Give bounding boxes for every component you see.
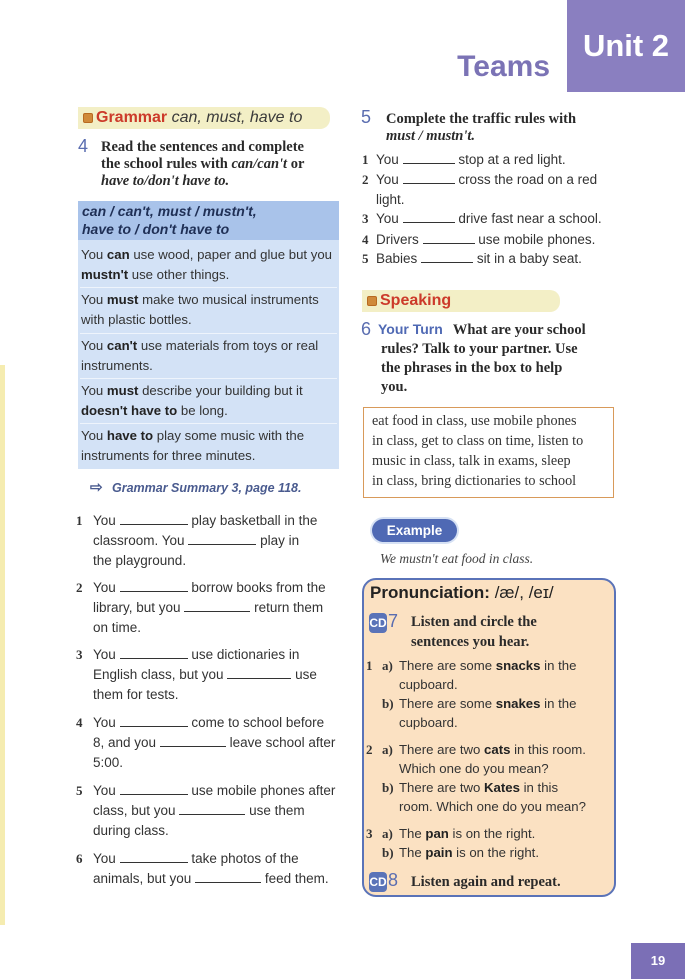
traffic-rule: 4 Drivers use mobile phones. (362, 232, 596, 247)
grammar-divider (80, 333, 337, 334)
grammar-example: You have to play some music with the instruments for three minutes. (81, 428, 305, 463)
page-edge-strip (0, 365, 5, 925)
task-5-instructions: Complete the traffic rules with must / mustn't. (386, 111, 577, 144)
exercise-item: 4 You come to school before 8, and you leave school after 5:00. (76, 715, 336, 770)
phrase-box: eat food in class, use mobile phones in class, get to class on time, listen to music in class, talk in exams, sleep in class, bring dictionaries to school (363, 407, 614, 498)
grammar-divider (80, 423, 337, 424)
unit-badge: Unit 2 (567, 0, 685, 92)
answer-blank[interactable] (403, 171, 455, 184)
traffic-rule: 3 You drive fast near a school. (362, 211, 602, 226)
task-6-number: 6 (361, 319, 372, 339)
exercise-item: 1 You play basketball in the classroom. You play in the playground. (76, 513, 318, 568)
answer-blank[interactable] (227, 666, 291, 679)
task-8-number: 8 (388, 870, 399, 890)
answer-blank[interactable] (195, 870, 261, 883)
answer-blank[interactable] (184, 599, 250, 612)
grammar-example: You can use wood, paper and glue but you mustn't use other things. (81, 247, 333, 282)
answer-blank[interactable] (120, 646, 188, 659)
traffic-rule: 5 Babies sit in a baby seat. (362, 251, 582, 266)
traffic-rule: 2 You cross the road on a red light. (362, 172, 598, 207)
task-5-number: 5 (361, 107, 372, 127)
grammar-divider (80, 378, 337, 379)
speaking-heading: Speaking (380, 292, 452, 309)
answer-blank[interactable] (160, 734, 226, 747)
answer-blank[interactable] (120, 512, 188, 525)
answer-blank[interactable] (403, 151, 455, 164)
answer-blank[interactable] (120, 850, 188, 863)
grammar-summary-link[interactable]: ⇨ Grammar Summary 3, page 118. (90, 479, 302, 496)
grammar-example: You can't use materials from toys or real instruments. (81, 338, 319, 373)
pronunciation-title: Pronunciation: /æ/, /eɪ/ (370, 583, 554, 602)
task-6-instructions: Your Turn What are your school rules? Talk to your partner. Use the phrases in the box to help you. (378, 321, 586, 395)
grammar-section-header (78, 107, 330, 129)
section-bullet-icon (367, 296, 377, 306)
grammar-heading: Grammar (96, 109, 168, 126)
grammar-box-heading: can / can't, must / mustn't, have to / don't have to (78, 201, 339, 240)
answer-blank[interactable] (120, 579, 188, 592)
grammar-example: You must make two musical instruments with plastic bottles. (81, 292, 319, 327)
page-number: 19 (631, 943, 685, 979)
pronunciation-item: 3 a) The pan is on the right. b) The pain is on the right. (366, 826, 539, 860)
exercise-item: 6 You take photos of the animals, but you feed them. (76, 851, 329, 886)
answer-blank[interactable] (120, 714, 188, 727)
task-8-instructions: Listen again and repeat. (411, 874, 561, 890)
answer-blank[interactable] (421, 250, 473, 263)
speaking-section-header (362, 290, 560, 312)
grammar-heading-topic: can, must, have to (171, 109, 303, 126)
grammar-example: You must describe your building but it doesn't have to be long. (81, 383, 303, 418)
task-4-instructions: Read the sentences and complete the school rules with can/can't or have to/don't have to. (101, 139, 305, 189)
task-7-instructions: Listen and circle the sentences you hear. (411, 614, 537, 650)
traffic-rule: 1 You stop at a red light. (362, 152, 566, 167)
grammar-divider (80, 287, 337, 288)
arrow-right-icon: ⇨ (90, 479, 103, 496)
exercise-item: 5 You use mobile phones after class, but you use them during class. (76, 783, 336, 838)
task-4-number: 4 (78, 136, 89, 156)
example-sentence: We mustn't eat food in class. (380, 551, 534, 566)
your-turn-label: Your Turn (378, 321, 443, 337)
page-title: Teams (457, 50, 550, 83)
task-7-number: 7 (388, 611, 399, 631)
audio-cd-icon[interactable]: CD (369, 613, 387, 633)
section-bullet-icon (83, 113, 93, 123)
pronunciation-item: 2 a) There are two cats in this room. Which one do you mean? b) There are two Kates in this room. Which one do you mean? (366, 742, 586, 814)
example-badge: Example (372, 519, 457, 542)
answer-blank[interactable] (403, 210, 455, 223)
answer-blank[interactable] (120, 782, 188, 795)
exercise-item: 2 You borrow books from the library, but you return them on time. (76, 580, 326, 635)
answer-blank[interactable] (179, 802, 245, 815)
answer-blank[interactable] (188, 532, 256, 545)
answer-blank[interactable] (423, 231, 475, 244)
exercise-item: 3 You use dictionaries in English class, but you use them for tests. (76, 647, 317, 702)
audio-cd-icon[interactable]: CD (369, 872, 387, 892)
pronunciation-item: 1 a) There are some snacks in the cupboard. b) There are some snakes in the cupboard. (366, 658, 577, 730)
